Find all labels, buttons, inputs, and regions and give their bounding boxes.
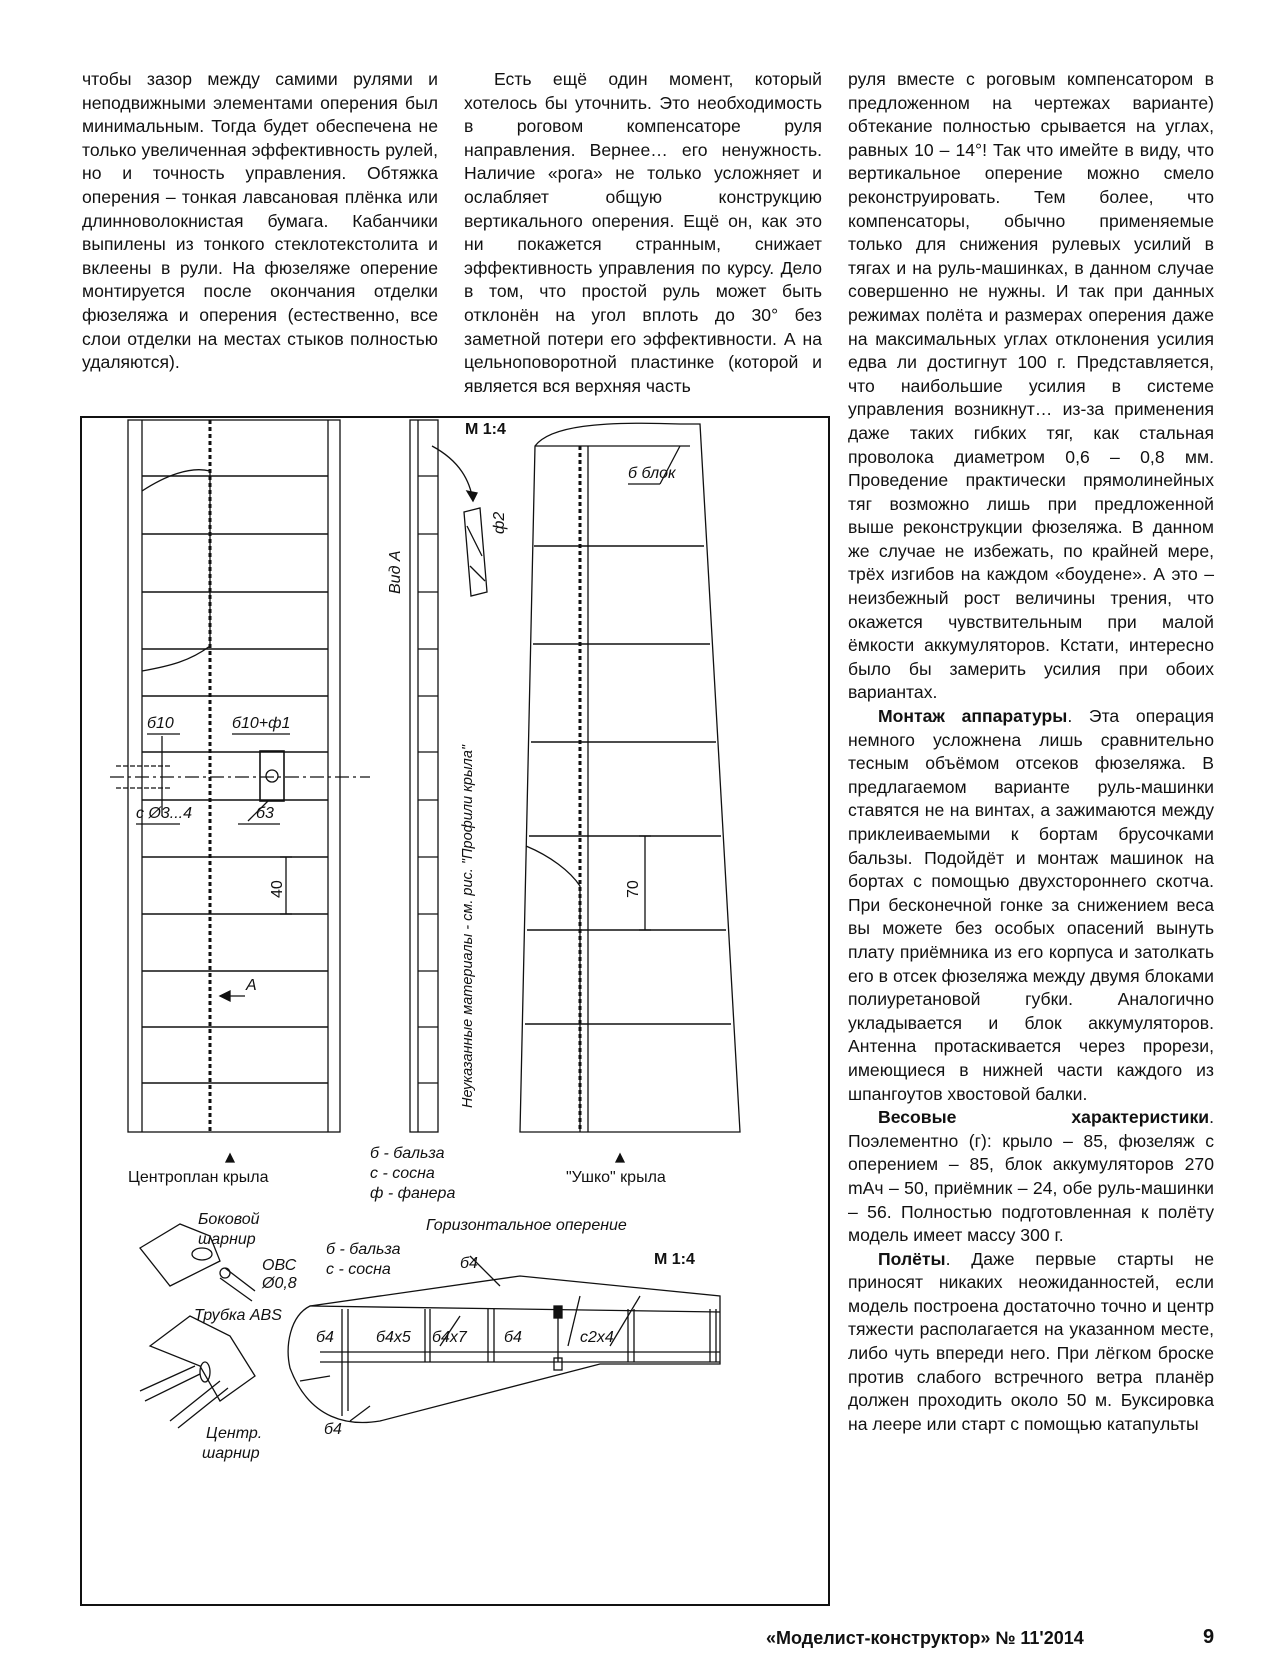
legend-pine: с - сосна <box>370 1165 435 1182</box>
center-wing-caption: Центроплан крыла <box>128 1169 269 1186</box>
wing-tip-drawing <box>520 423 740 1132</box>
d08-label: Ø0,8 <box>262 1275 297 1292</box>
section-text: . Поэлементно (г): крыло – 85, фюзеляж с оперением – 85, блок аккумуляторов 270 mАч – 50, приёмник – 24, обе руль-машинки – 56. Полностью подготовленная к полёту модель имеет массу 300 г. <box>848 1107 1214 1246</box>
section-weights <box>848 1106 1214 1248</box>
wing-tip-caption: "Ушко" крыла <box>566 1169 666 1186</box>
center-wing-drawing <box>110 420 370 1132</box>
section-mounting <box>848 705 1214 1106</box>
b4x7-label: б4х7 <box>432 1329 467 1346</box>
tube-abs-label: Трубка ABS <box>194 1307 282 1324</box>
technical-drawing <box>80 416 830 1606</box>
arrow-a-label: А <box>246 977 257 994</box>
dim-70-label: 70 <box>625 880 642 898</box>
b4-mid-label: б4 <box>504 1329 522 1346</box>
text-column-2 <box>464 68 822 398</box>
b4x5-label: б4х5 <box>376 1329 411 1346</box>
legend-balsa: б - бальза <box>370 1145 445 1162</box>
materials-note: Неуказанные материалы - см. рис. "Профили крыла" <box>460 744 476 1108</box>
b10-label: б10 <box>147 715 174 732</box>
page-number: 9 <box>1203 1626 1215 1648</box>
b-blok-label: б блок <box>628 465 676 482</box>
b4-left-label: б4 <box>316 1329 334 1346</box>
b4-bottom-label: б4 <box>324 1421 342 1438</box>
section-text: . Эта операция немного усложнена лишь сравнительно тесным объёмом отсеков фюзеляжа. В предлагаемом варианте руль-машинки ставятся не на винтах, а зажимаются между приклеиваемыми к бортам брусочками бальзы. Подойдёт и монтаж машинок на бортах с помощью двухстороннего скотча. При бесконечной гонке за снижением веса вы можете без особых опасений вынуть плату приёмника из его корпуса и затолкать его в отсек фюзеляжа между двумя блоками полиуретановой губки. Аналогично укладывается и блок аккумуляторов. Антенна протаскивается через прорези, имеющиеся в нижней части каждого из шпангоутов хвостовой балки. <box>848 706 1215 1104</box>
drawing-lines <box>80 416 830 1606</box>
paragraph: Есть ещё один момент, который хотелось бы уточнить. Это необходимость в роговом компенсаторе руля направления. Вернее… его ненужность. Наличие «рога» не только усложняет и ослабляет общую конструкцию вертикального оперения. Ещё он, как это ни покажется странным, снижает эффективность управления по курсу. Дело в том, что простой руль может быть отклонён на угол вплоть до 30° без заметной потери его эффективности. А на цельноповоротной пластинке (которой и является вся верхняя часть <box>464 69 822 396</box>
section-text: . Даже первые старты не приносят никаких неожиданностей, если модель построена достаточно точно и центр тяжести располагается на указанном месте, либо чуть впереди него. При лёгком броске против слабого встречного ветра планёр должен проходить около 50 м. Буксировка на леере или старт с помощью катапульты <box>848 1248 1214 1434</box>
legend-plywood: ф - фанера <box>370 1185 456 1202</box>
section-heading: Полёты <box>878 1248 946 1269</box>
b10-phi1-label: б10+ф1 <box>232 715 291 732</box>
phi2-label: ф2 <box>491 511 508 534</box>
b4-top-label: б4 <box>460 1255 478 1272</box>
dim-40-label: 40 <box>269 880 286 898</box>
section-flights <box>848 1248 1214 1437</box>
side-hinge-label-2: шарнир <box>198 1231 256 1248</box>
paragraph: руля вместе с роговым компенсатором в предложенном на чертежах варианте) обтекание полностью срывается на углах, равных 10 – 14°! Так что имейте в виду, что вертикальное оперение можно смело реконструировать. Тем более, что компенсаторы, обычно применяемые только для снижения рулевых усилий в тягах и на руль-машинках, в данном случае совершенно не нужны. И так при данных режимах полёта и размерах оперения даже на максимальных углах отклонения усилия едва ли достигнут 100 г. Представляется, что наибольшие усилия в системе управления возникнут… из-за применения даже таких гибких тяг, как стальная проволока диаметром 0,6 – 0,8 мм. Проведение практически прямолинейных тяг возможно лишь при предложенной выше реконструкции фюзеляжа. В данном же случае не избежать, по крайней мере, трёх изгибов на каждом «боудене». А это – неизбежный рост величины трения, что окажется чувствительным при малой ёмкости аккумуляторов. Кстати, интересно было бы замерить усилия при обоих вариантах. <box>848 69 1214 703</box>
center-hinge-label-2: шарнир <box>202 1445 260 1462</box>
center-hinge-label-1: Центр. <box>206 1425 263 1442</box>
center-hinge-sketch <box>140 1316 255 1428</box>
scale-label-top: М 1:4 <box>465 421 506 438</box>
section-heading: Монтаж аппаратуры <box>878 706 1068 727</box>
c2x4-label: с2х4 <box>580 1329 614 1346</box>
legend2-balsa: б - бальза <box>326 1241 401 1258</box>
text-column-1 <box>82 68 438 375</box>
view-a-label: Вид А <box>387 550 404 594</box>
paragraph: чтобы зазор между самими рулями и неподвижными элементами оперения был минимальным. Тогда будет обеспечена не только увеличенная эффективность рулей, но и точность управления. Обтяжка оперения – тонкая лавсановая плёнка или длинноволокнистая бумага. Кабанчики выпилены из тонкого стеклотекстолита и вклеены в рули. На фюзеляже оперение монтируется после окончания отделки фюзеляжа и оперения (естественно, все слои отделки на местах стыков полностью удаляются). <box>82 69 438 373</box>
side-hinge-label-1: Боковой <box>198 1211 260 1228</box>
scale-label-bottom: М 1:4 <box>654 1251 695 1268</box>
c-d34-label: с Ø3...4 <box>136 805 193 822</box>
section-heading: Весовые характеристики <box>878 1107 1210 1128</box>
b3-label: б3 <box>256 805 274 822</box>
magazine-footer: «Моделист-конструктор» № 11'2014 <box>766 1628 1084 1648</box>
horizontal-tail-title: Горизонтальное оперение <box>426 1217 627 1234</box>
ovs-label: ОВС <box>262 1257 297 1274</box>
legend2-pine: с - сосна <box>326 1261 391 1278</box>
text-column-3 <box>848 68 1214 1436</box>
